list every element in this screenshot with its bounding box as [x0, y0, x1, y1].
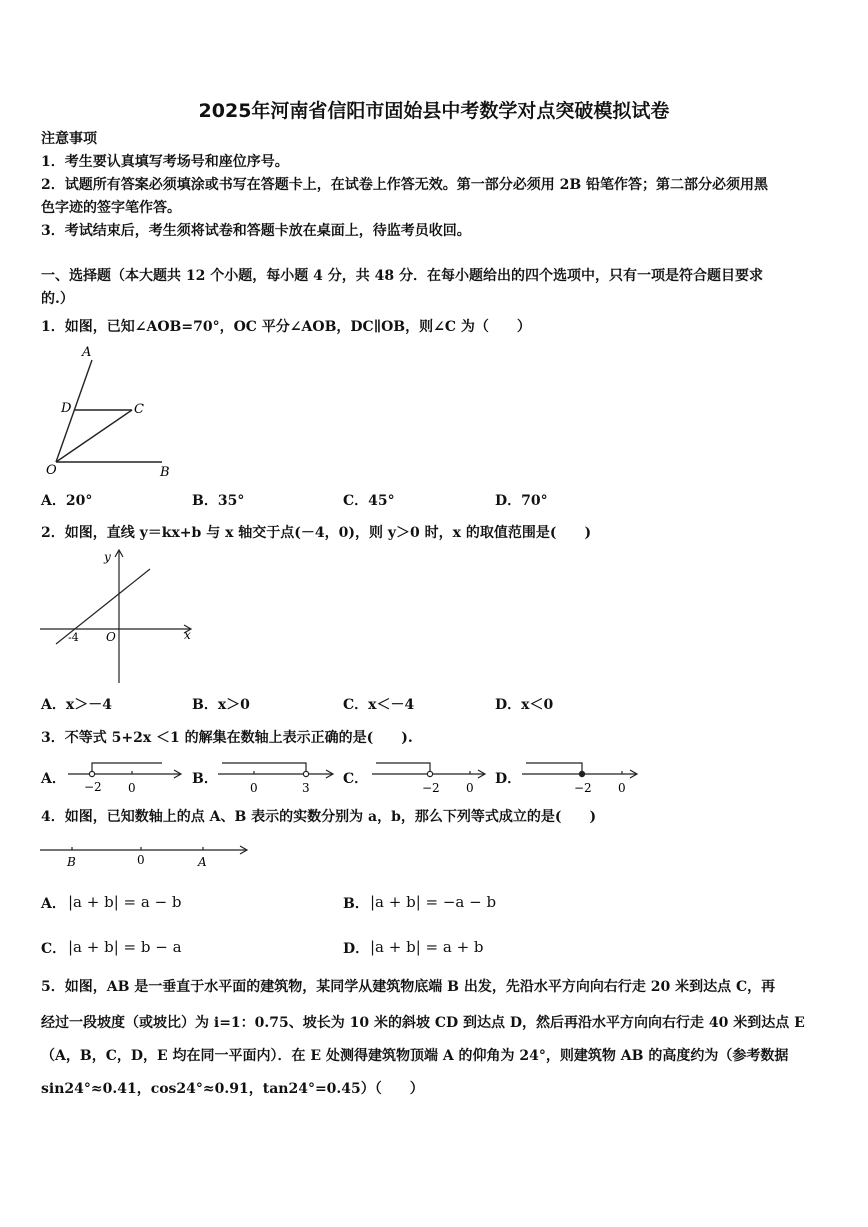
q1-option-d: D．70°	[495, 493, 548, 509]
page-title: 2025年河南省信阳市固始县中考数学对点突破模拟试卷	[198, 100, 670, 122]
q4-option-b-expr: |a + b| = −a − b	[370, 893, 497, 911]
label-a: A	[82, 345, 92, 360]
question-2-stem: 2．如图，直线 y＝kx+b 与 x 轴交于点(－4，0)，则 y＞0 时，x 的取值范围是( )	[41, 525, 592, 541]
svg-text:0: 0	[250, 781, 258, 795]
question-4-stem: 4．如图，已知数轴上的点 A、B 表示的实数分别为 a，b，那么下列等式成立的是( )	[41, 809, 597, 825]
q3-option-a-label: A．	[41, 771, 66, 787]
label-c: C	[134, 402, 144, 417]
q1-option-b: B．35°	[192, 493, 245, 509]
svg-text:0: 0	[618, 781, 626, 795]
section-heading: 一、选择题（本大题共 12 个小题，每小题 4 分，共 48 分．在每小题给出的四个选项中，只有一项是符合题目要求	[41, 268, 763, 284]
q3-option-d-numberline	[518, 758, 644, 798]
svg-text:−2: −2	[84, 780, 102, 794]
label-a: A	[198, 855, 207, 869]
notice-item: 3．考试结束后，考生须将试卷和答题卡放在桌面上，待监考员收回。	[41, 223, 471, 239]
label-b: B	[67, 855, 76, 869]
notice-item: 1．考生要认真填写考场号和座位序号。	[41, 154, 289, 170]
svg-text:−2: −2	[574, 781, 592, 795]
q4-option-c-label: C．	[41, 941, 67, 957]
question-5-line: （A，B，C，D，E 均在同一平面内）．在 E 处测得建筑物顶端 A 的仰角为 24°，则建筑物 AB 的高度约为（参考数据	[41, 1048, 789, 1064]
q4-option-a-label: A．	[41, 896, 66, 912]
q4-option-d-label: D．	[343, 941, 370, 957]
q4-option-d-expr: |a + b| = a + b	[370, 938, 484, 956]
q3-option-b-numberline	[214, 758, 340, 798]
q3-option-c-numberline	[368, 758, 494, 798]
q2-option-a: A．x＞－4	[41, 697, 112, 713]
question-5-line: 5．如图，AB 是一垂直于水平面的建筑物，某同学从建筑物底端 B 出发，先沿水平方向向右行走 20 米到达点 C，再	[41, 979, 776, 995]
svg-text:0: 0	[466, 781, 474, 795]
label-x: x	[184, 628, 191, 642]
label-zero: 0	[137, 853, 145, 867]
q3-option-d-label: D．	[495, 771, 522, 787]
q3-option-b-label: B．	[192, 771, 218, 787]
q2-option-c: C．x＜－4	[343, 697, 415, 713]
question-1-figure	[40, 340, 190, 480]
q3-option-c-label: C．	[343, 771, 369, 787]
label-minus-4: -4	[68, 631, 79, 644]
q4-option-c-expr: |a + b| = b − a	[68, 938, 182, 956]
q4-option-b-label: B．	[343, 896, 369, 912]
question-1-stem: 1．如图，已知∠AOB=70°，OC 平分∠AOB，DC∥OB，则∠C 为（ ）	[41, 319, 531, 335]
q1-option-c: C．45°	[343, 493, 395, 509]
question-5-line: sin24°≈0.41，cos24°≈0.91，tan24°=0.45）（ ）	[41, 1081, 424, 1097]
label-origin: O	[106, 630, 116, 644]
label-y: y	[104, 550, 111, 564]
question-2-figure	[38, 545, 198, 685]
svg-text:−2: −2	[422, 781, 440, 795]
question-5-line: 经过一段坡度（或坡比）为 i=1：0.75、坡长为 10 米的斜坡 CD 到达点 D，然后再沿水平方向向右行走 40 米到达点 E	[41, 1015, 805, 1031]
q4-option-a-expr: |a + b| = a − b	[68, 893, 182, 911]
label-d: D	[61, 401, 72, 416]
q2-option-b: B．x＞0	[192, 697, 250, 713]
notice-heading: 注意事项	[41, 131, 97, 147]
q2-option-d: D．x＜0	[495, 697, 554, 713]
section-heading-cont: 的.）	[41, 291, 74, 307]
svg-text:3: 3	[302, 781, 310, 795]
label-o: O	[46, 463, 57, 478]
question-3-stem: 3．不等式 5+2x ＜1 的解集在数轴上表示正确的是( ).	[41, 730, 413, 746]
notice-item: 色字迹的签字笔作答。	[41, 200, 181, 216]
q3-option-a-numberline	[62, 758, 188, 798]
label-b: B	[160, 465, 170, 480]
svg-text:0: 0	[128, 781, 136, 795]
q1-option-a: A．20°	[41, 493, 93, 509]
notice-item: 2．试题所有答案必须填涂或书写在答题卡上，在试卷上作答无效。第一部分必须用 2B 铅笔作答；第二部分必须用黑	[41, 177, 769, 193]
question-4-numberline	[38, 838, 258, 872]
ray-oc	[56, 410, 132, 462]
